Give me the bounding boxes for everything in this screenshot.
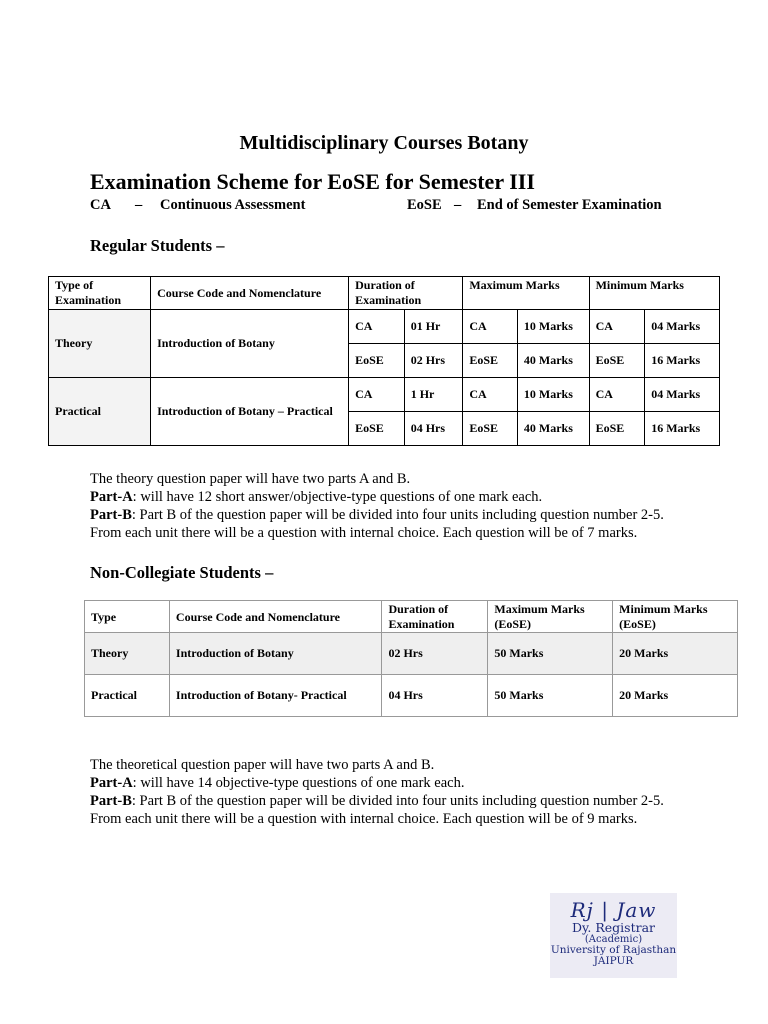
table-cell: EoSE bbox=[463, 344, 518, 378]
table-cell: 10 Marks bbox=[517, 378, 589, 412]
part-a-text: : will have 12 short answer/objective-type questions of one mark each. bbox=[132, 489, 543, 505]
table-cell: 50 Marks bbox=[488, 675, 613, 717]
registrar-stamp bbox=[550, 893, 677, 978]
header-cell: Duration of Examination bbox=[349, 277, 463, 310]
table-cell: 40 Marks bbox=[517, 344, 589, 378]
abbr-ca-meaning: Continuous Assessment bbox=[160, 197, 306, 213]
table-cell: Theory bbox=[85, 633, 170, 675]
table-cell: EoSE bbox=[463, 412, 518, 446]
table-header-row bbox=[85, 601, 738, 633]
noncollegiate-notes bbox=[90, 756, 690, 828]
table-cell: 04 Marks bbox=[645, 310, 720, 344]
table-cell: 04 Hrs bbox=[382, 675, 488, 717]
stamp-dept: (Academic) bbox=[584, 934, 643, 945]
table-cell: 01 Hr bbox=[404, 310, 463, 344]
noncollegiate-students-heading: Non-Collegiate Students – bbox=[90, 563, 274, 582]
notes-part-b bbox=[90, 792, 690, 828]
table-row bbox=[85, 675, 738, 717]
table-cell: 16 Marks bbox=[645, 344, 720, 378]
header-cell: Duration of Examination bbox=[382, 601, 488, 633]
exam-type-cell: Theory bbox=[49, 310, 151, 378]
header-cell: Course Code and Nomenclature bbox=[169, 601, 382, 633]
header-cell: Minimum Marks (EoSE) bbox=[613, 601, 738, 633]
header-cell: Maximum Marks bbox=[463, 277, 589, 310]
header-cell: Course Code and Nomenclature bbox=[151, 277, 349, 310]
part-a-label: Part-A bbox=[90, 775, 133, 791]
course-cell: Introduction of Botany bbox=[151, 310, 349, 378]
part-b-label: Part-B bbox=[90, 793, 132, 809]
table-row bbox=[85, 633, 738, 675]
stamp-city: JAIPUR bbox=[593, 955, 634, 967]
table-cell: EoSE bbox=[589, 412, 645, 446]
abbr-eose-dash: – bbox=[454, 197, 462, 213]
table-cell: EoSE bbox=[349, 344, 405, 378]
table-cell: 10 Marks bbox=[517, 310, 589, 344]
table-cell: CA bbox=[349, 378, 405, 412]
table-cell: EoSE bbox=[349, 412, 405, 446]
scheme-heading: Examination Scheme for EoSE for Semester III bbox=[90, 169, 535, 194]
table-cell: EoSE bbox=[589, 344, 645, 378]
notes-intro: The theoretical question paper will have two parts A and B. bbox=[90, 757, 435, 773]
abbr-eose-meaning: End of Semester Examination bbox=[477, 197, 662, 213]
course-cell: Introduction of Botany – Practical bbox=[151, 378, 349, 446]
table-cell: Practical bbox=[85, 675, 170, 717]
header-cell: Minimum Marks bbox=[589, 277, 719, 310]
stamp-title: Dy. Registrar bbox=[571, 920, 656, 935]
table-cell: 40 Marks bbox=[517, 412, 589, 446]
notes-part-b bbox=[90, 506, 690, 542]
table-cell: 16 Marks bbox=[645, 412, 720, 446]
part-a-label: Part-A bbox=[90, 489, 133, 505]
notes-intro: The theory question paper will have two parts A and B. bbox=[90, 471, 411, 487]
table-cell: CA bbox=[589, 378, 645, 412]
table-row bbox=[49, 378, 720, 412]
abbr-ca-dash: – bbox=[135, 197, 143, 213]
table-cell: 20 Marks bbox=[613, 675, 738, 717]
notes-part-a bbox=[90, 488, 690, 506]
table-cell: 20 Marks bbox=[613, 633, 738, 675]
regular-notes bbox=[90, 470, 690, 542]
noncollegiate-students-table bbox=[84, 600, 738, 717]
table-cell: Introduction of Botany- Practical bbox=[169, 675, 382, 717]
table-cell: 50 Marks bbox=[488, 633, 613, 675]
table-cell: 1 Hr bbox=[404, 378, 463, 412]
table-cell: 02 Hrs bbox=[404, 344, 463, 378]
regular-students-table bbox=[48, 276, 720, 446]
part-b-text: : Part B of the question paper will be divided into four units including question number 2-5. From each unit there will be a question with internal choice. Each question will be of 7 marks. bbox=[90, 507, 664, 541]
table-cell: CA bbox=[463, 378, 518, 412]
notes-part-a bbox=[90, 774, 690, 792]
table-cell: Introduction of Botany bbox=[169, 633, 382, 675]
table-cell: 04 Hrs bbox=[404, 412, 463, 446]
table-cell: CA bbox=[463, 310, 518, 344]
regular-students-heading: Regular Students – bbox=[90, 236, 225, 255]
abbr-eose-term: EoSE bbox=[407, 197, 442, 213]
table-header-row bbox=[49, 277, 720, 310]
part-a-text: : will have 14 objective-type questions of one mark each. bbox=[132, 775, 465, 791]
table-cell: 02 Hrs bbox=[382, 633, 488, 675]
table-cell: 04 Marks bbox=[645, 378, 720, 412]
abbr-eose bbox=[407, 197, 662, 214]
exam-type-cell: Practical bbox=[49, 378, 151, 446]
table-cell: CA bbox=[589, 310, 645, 344]
part-b-text: : Part B of the question paper will be divided into four units including question number 2-5. From each unit there will be a question with internal choice. Each question will be of 9 marks. bbox=[90, 793, 664, 827]
page-title: Multidisciplinary Courses Botany bbox=[239, 132, 529, 154]
header-cell: Maximum Marks (EoSE) bbox=[488, 601, 613, 633]
stamp-university: University of Rajasthan bbox=[550, 944, 677, 956]
abbr-ca bbox=[90, 197, 305, 214]
part-b-label: Part-B bbox=[90, 507, 132, 523]
header-cell: Type of Examination bbox=[49, 277, 151, 310]
table-cell: CA bbox=[349, 310, 405, 344]
header-cell: Type bbox=[85, 601, 170, 633]
signature: Rj | Jaw bbox=[570, 898, 657, 922]
abbr-ca-term: CA bbox=[90, 197, 111, 213]
table-row bbox=[49, 310, 720, 344]
